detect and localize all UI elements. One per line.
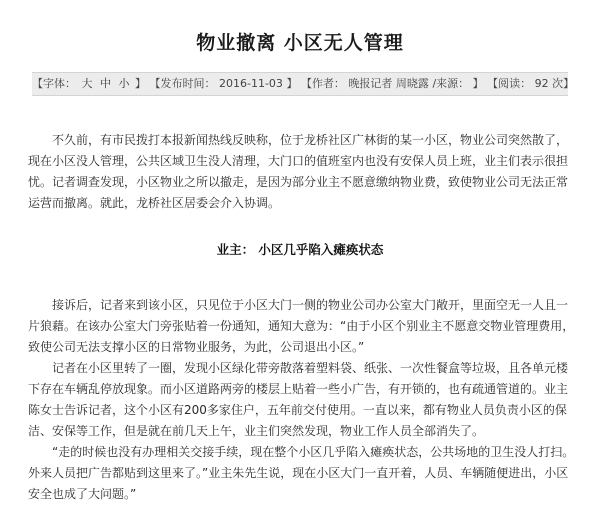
article-paragraph-3: 记者在小区里转了一圈，发现小区绿化带旁散落着塑料袋、纸张、一次性餐盒等垃圾，且各单元楼下存在车辆乱停放现象。而小区道路两旁的楼层上贴着一些小广告，有开锁的，也有疏通管道的。业主陈女士告诉记者，这个小区有200多家住户，五年前交付使用。一直以来，都有物业人员负责小区的保洁、安保等工作，但是就在前几天上午，业主们突然发现，物业工作人员全部消失了。 [28,361,569,438]
font-label: 【字体： [32,77,76,90]
author-name: 晚报记者 周晓露 [348,77,429,90]
article-paragraph-4: “走的时候也没有办理相关交接手续，现在整个小区几乎陷入瘫痪状态，公共场地的卫生没人打扫。外来人员把广告都贴到这里来了。”业主朱先生说，现在小区大门一直开着，人员、车辆随便进出，小区安全也成了大问题。” [28,445,575,501]
views-label: 【阅读： [487,77,532,90]
font-size-medium-link[interactable]: 中 [100,77,111,90]
font-size-large-link[interactable]: 大 [81,77,93,90]
article-meta-bar [32,72,575,96]
article-subheading: 业主： 小区几乎陷入瘫痪状态 [216,242,384,257]
author-close: 】 [472,77,484,90]
views-count: 92 [534,77,549,90]
author-label: 【作者： [300,77,345,90]
article-paragraph-2: 接诉后，记者来到该小区，只见位于小区大门一侧的物业公司办公室大门敞开，里面空无一人且一片狼藉。在该办公室大门旁张贴着一份通知，通知大意为：“由于小区个别业主不愿意交物业管理费用，致使公司无法支撑小区的日常物业服务，为此，公司退出小区。” [28,298,575,354]
publish-close: 】 [286,77,298,90]
font-label-close: 】 [135,77,146,90]
article-paragraph-1: 不久前，有市民拨打本报新闻热线反映称，位于龙桥社区广林街的某一小区，物业公司突然散了，现在小区没人管理，公共区域卫生没人清理，大门口的值班室内也没有安保人员上班，业主们表示很担忧。记者调查发现，小区物业之所以撤走，是因为部分业主不愿意缴纳物业费，致使物业公司无法正常运营而撤离。就此，龙桥社区居委会介入协调。 [28,133,569,210]
font-size-small-link[interactable]: 小 [118,77,130,90]
article-title: 物业撤离 小区无人管理 [196,32,404,54]
views-unit: 次】 [552,77,575,90]
publish-time: 2016-11-03 [219,77,283,90]
source-label: /来源： [432,77,470,90]
publish-label: 【发布时间： [149,77,216,90]
